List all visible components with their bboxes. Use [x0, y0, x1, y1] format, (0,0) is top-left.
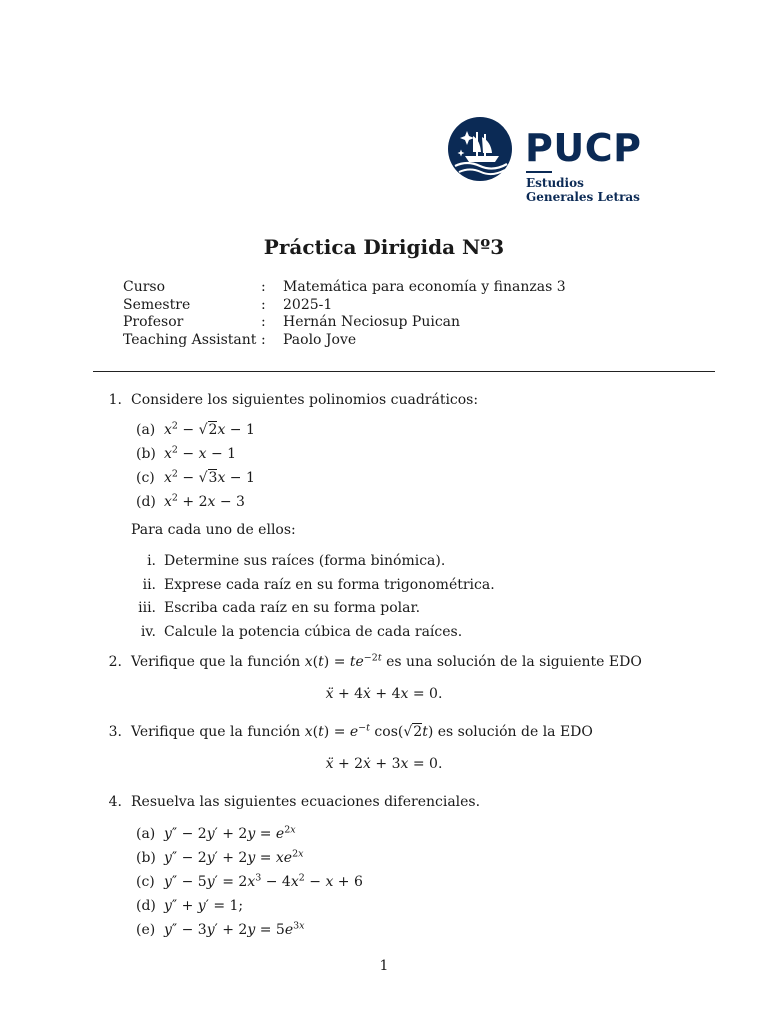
q1-task-4-label: iv. — [140, 624, 156, 640]
q1-item-b-label: (b) — [136, 446, 156, 462]
q4-item-d-label: (d) — [136, 898, 156, 914]
q1-item-b-formula: $x^2 - x - 1$ — [164, 444, 237, 462]
ta-value: Paolo Jove — [283, 331, 357, 348]
q2-text-after: es una solución de la siguiente EDO — [386, 654, 642, 670]
q3-equation: ẍ + 2ẋ + 3x = 0. — [325, 756, 443, 772]
q1-task-3-text: Escriba cada raíz en su forma polar. — [164, 600, 421, 616]
course-label: Curso — [123, 279, 166, 295]
q4-item-e-label: (e) — [136, 922, 156, 938]
q1-item-c-formula: $x^2 - √3x - 1$ — [164, 468, 255, 486]
pucp-logo — [447, 116, 657, 211]
ta-label: Teaching Assistant — [123, 331, 257, 348]
logo-divider — [526, 171, 552, 173]
question-2-number: 2. — [108, 654, 122, 670]
professor-label: Profesor — [123, 314, 184, 330]
q2-equation: ẍ + 4ẋ + 4x = 0. — [325, 686, 443, 702]
q3-text-after: es solución de la EDO — [437, 724, 593, 740]
q1-task-1-text: Determine sus raíces (forma binómica). — [164, 553, 446, 569]
question-3-text: Verifique que la función $x(t) = e^{-t}$ cos(√2t) es solución de la EDO — [131, 722, 593, 740]
semester-value: 2025-1 — [283, 296, 333, 313]
question-4-text: Resuelva las siguientes ecuaciones diferenciales. — [131, 794, 481, 810]
q1-item-a-label: (a) — [136, 422, 156, 438]
separator: : — [261, 279, 266, 295]
ta-row — [123, 332, 566, 350]
q1-item-d-formula: $x^2 + 2x - 3$ — [164, 492, 245, 510]
separator: : — [261, 314, 266, 330]
semester-label: Semestre — [123, 296, 191, 313]
q4-item-b-label: (b) — [136, 850, 156, 866]
question-1-number: 1. — [108, 392, 122, 408]
header-divider — [93, 371, 715, 372]
q1-task-4-text: Calcule la potencia cúbica de cada raíces. — [164, 624, 463, 640]
semester-row — [123, 297, 566, 315]
q1-task-1-label: i. — [147, 553, 156, 569]
page-number: 1 — [379, 958, 389, 974]
ship-emblem-icon — [447, 116, 517, 182]
q4-item-c-formula: $y'' - 5y' = 2x^3 - 4x^2 - x + 6$ — [164, 872, 363, 890]
separator: : — [261, 331, 266, 348]
course-info-table — [123, 279, 566, 349]
question-1-text: Considere los siguientes polinomios cuadráticos: — [131, 392, 479, 408]
logo-subtitle-line-2: Generales Letras — [526, 190, 640, 204]
course-value: Matemática para economía y finanzas 3 — [283, 279, 566, 295]
q4-item-a-label: (a) — [136, 826, 156, 842]
professor-row — [123, 314, 566, 332]
q1-task-2-label: ii. — [142, 577, 156, 593]
document-title: Práctica Dirigida Nº3 — [263, 235, 505, 259]
question-3-number: 3. — [108, 724, 122, 740]
q2-text-before: Verifique que la función — [131, 654, 301, 670]
professor-value: Hernán Neciosup Puican — [283, 314, 461, 330]
q4-item-a-formula: $y'' - 2y' + 2y = e^{2x}$ — [164, 824, 296, 842]
course-row — [123, 279, 566, 297]
q1-instruction: Para cada uno de ellos: — [131, 522, 296, 538]
q4-item-c-label: (c) — [136, 874, 155, 890]
logo-wordmark: PUCP — [525, 126, 642, 170]
q1-item-c-label: (c) — [136, 470, 155, 486]
logo-subtitle — [526, 176, 640, 204]
q4-item-e-formula: $y'' - 3y' + 2y = 5e^{3x}$ — [164, 920, 305, 938]
question-2-text: Verifique que la función $x(t) = te^{-2t}$ es una solución de la siguiente EDO — [131, 652, 642, 670]
q1-item-a-formula: $x^2 - √2x - 1$ — [164, 420, 255, 438]
q1-task-2-text: Exprese cada raíz en su forma trigonométrica. — [164, 577, 495, 593]
q1-item-d-label: (d) — [136, 494, 156, 510]
q3-text-before: Verifique que la función — [131, 724, 301, 740]
q1-task-3-label: iii. — [138, 600, 156, 616]
logo-subtitle-line-1: Estudios — [526, 176, 584, 190]
separator: : — [261, 296, 266, 313]
q4-item-b-formula: $y'' - 2y' + 2y = xe^{2x}$ — [164, 848, 304, 866]
q4-item-d-formula: y″ + y′ = 1; — [164, 898, 244, 914]
question-4-number: 4. — [108, 794, 122, 810]
